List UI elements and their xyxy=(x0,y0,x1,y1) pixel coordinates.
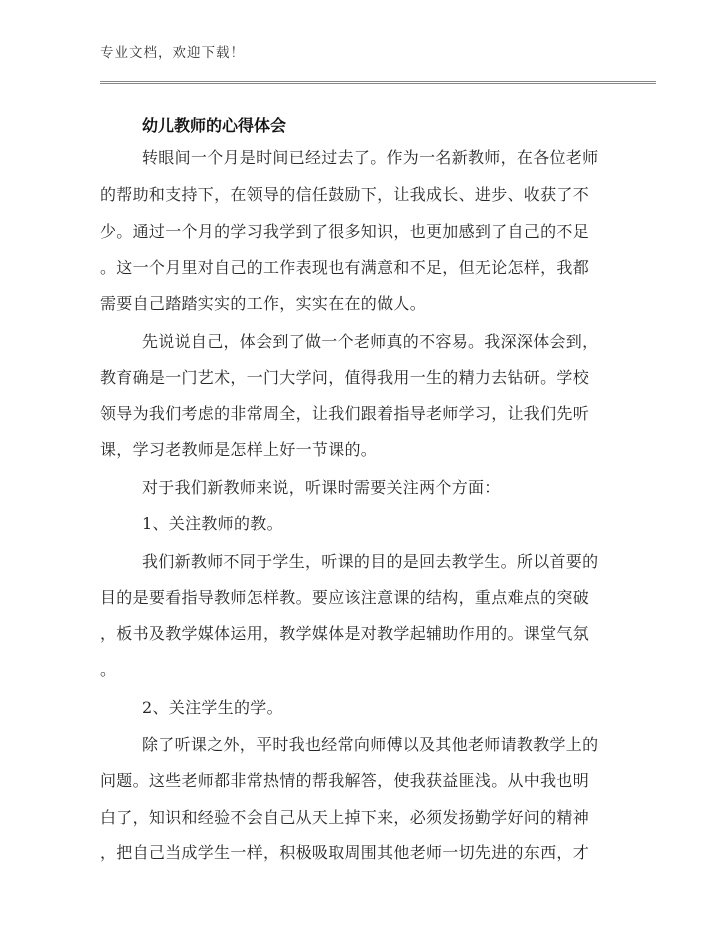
text-line: ，板书及教学媒体运用，教学媒体是对教学起辅助作用的。课堂气氛 xyxy=(100,624,590,643)
text-line: 。这一个月里对自己的工作表现也有满意和不足，但无论怎样，我都 xyxy=(100,258,590,277)
text-line: 课，学习老教师是怎样上好一节课的。 xyxy=(100,440,378,459)
text-line: 领导为我们考虑的非常周全，让我们跟着指导老师学习，让我们先听 xyxy=(100,404,590,423)
text-line: 2、关注学生的学。 xyxy=(142,698,283,717)
text-line: 对于我们新教师来说，听课时需要关注两个方面： xyxy=(142,478,501,497)
text-line: 教育确是一门艺术，一门大学问，值得我用一生的精力去钻研。学校 xyxy=(100,368,590,387)
header-divider xyxy=(100,81,656,84)
text-line: 目的是要看指导教师怎样教。要应该注意课的结构，重点难点的突破 xyxy=(100,588,590,607)
text-line: 1、关注教师的教。 xyxy=(142,514,283,533)
text-line: 我们新教师不同于学生，听课的目的是回去教学生。所以首要的 xyxy=(142,552,599,571)
text-line: 白了，知识和经验不会自己从天上掉下来，必须发扬勤学好问的精神 xyxy=(100,808,590,827)
document-title: 幼儿教师的心得体会 xyxy=(142,116,287,135)
text-line: 转眼间一个月是时间已经过去了。作为一名新教师，在各位老师 xyxy=(142,148,599,167)
text-line: 先说说自己，体会到了做一个老师真的不容易。我深深体会到， xyxy=(142,332,599,351)
text-line: 。 xyxy=(100,660,117,679)
text-line: 需要自己踏踏实实的工作，实实在在的做人。 xyxy=(100,294,427,313)
text-line: 的帮助和支持下，在领导的信任鼓励下，让我成长、进步、收获了不 xyxy=(100,185,590,204)
text-line: 少。通过一个月的学习我学到了很多知识，也更加感到了自己的不足 xyxy=(100,222,590,241)
page-header-text: 专业文档，欢迎下载！ xyxy=(100,45,245,61)
text-line: 问题。这些老师都非常热情的帮我解答，使我获益匪浅。从中我也明 xyxy=(100,771,590,790)
text-line: 除了听课之外，平时我也经常向师傅以及其他老师请教教学上的 xyxy=(142,735,599,754)
text-line: ，把自己当成学生一样，积极吸取周围其他老师一切先进的东西，才 xyxy=(100,843,590,862)
